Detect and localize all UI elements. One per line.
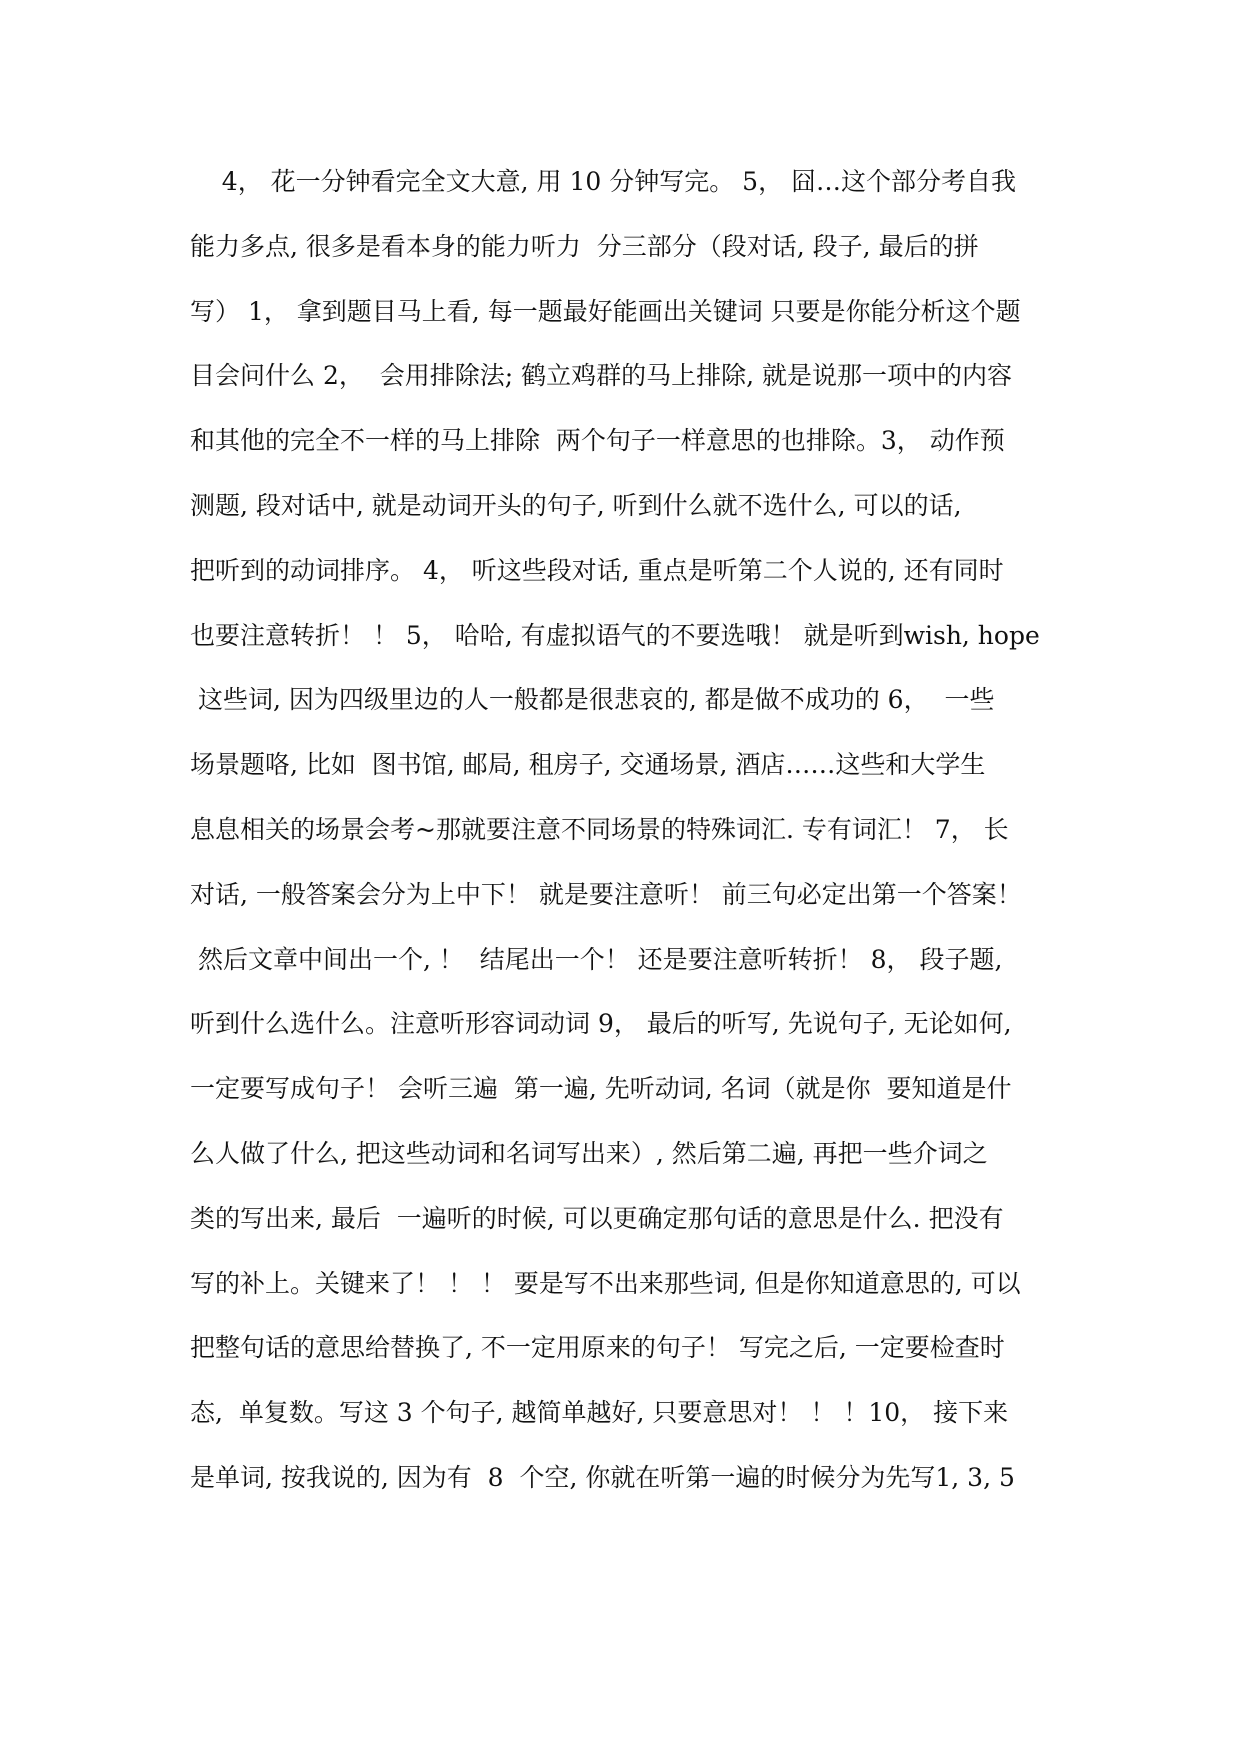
text-line: 场景题咯, 比如 图书馆, 邮局, 租房子, 交通场景, 酒店……这些和大学生: [190, 750, 986, 780]
text-line: 测题, 段对话中, 就是动词开头的句子, 听到什么就不选什么, 可以的话,: [190, 490, 962, 520]
text-line: 态, 单复数。写这 3 个句子, 越简单越好, 只要意思对！ ！ ！10， 接下来: [190, 1398, 1009, 1428]
text-line: 听到什么选什么。注意听形容词动词 9， 最后的听写, 先说句子, 无论如何,: [190, 1009, 1012, 1039]
text-line: 么人做了什么, 把这些动词和名词写出来）, 然后第二遍, 再把一些介词之: [190, 1138, 988, 1168]
text-line: 把整句话的意思给替换了, 不一定用原来的句子！ 写完之后, 一定要检查时: [190, 1333, 1005, 1363]
text-line: 4， 花一分钟看完全文大意, 用 10 分钟写完。 5， 囧…这个部分考自我: [190, 167, 1017, 196]
text-line: 类的写出来, 最后 一遍听的时候, 可以更确定那句话的意思是什么. 把没有: [190, 1203, 1004, 1233]
text-line: 目会问什么 2， 会用排除法; 鹤立鸡群的马上排除, 就是说那一项中的内容: [190, 361, 1013, 391]
text-line: 是单词, 按我说的, 因为有 8 个空, 你就在听第一遍的时候分为先写1, 3, 5: [190, 1462, 1015, 1492]
text-line: 能力多点, 很多是看本身的能力听力 分三部分（段对话, 段子, 最后的拼: [190, 231, 979, 261]
text-line: 息息相关的场景会考~那就要注意不同场景的特殊词汇. 专有词汇！ 7， 长: [190, 814, 1009, 844]
text-line: 一定要写成句子！ 会听三遍 第一遍, 先听动词, 名词（就是你 要知道是什: [190, 1074, 1012, 1104]
text-line: 这些词, 因为四级里边的人一般都是很悲哀的, 都是做不成功的 6， 一些: [190, 685, 995, 715]
text-line: 然后文章中间出一个, ！ 结尾出一个！ 还是要注意听转折！ 8， 段子题,: [190, 944, 1003, 974]
text-line: 对话, 一般答案会分为上中下！ 就是要注意听！ 前三句必定出第一个答案！: [190, 879, 1022, 909]
text-line: 也要注意转折！ ！ 5， 哈哈, 有虚拟语气的不要选哦！ 就是听到wish, hope: [190, 620, 1040, 650]
body-text: [190, 158, 1090, 1519]
text-line: 和其他的完全不一样的马上排除 两个句子一样意思的也排除。3， 动作预: [190, 426, 1005, 456]
text-line: 写的补上。关键来了！ ！ ！ 要是写不出来那些词, 但是你知道意思的, 可以: [190, 1268, 1021, 1298]
text-line: 写） 1， 拿到题目马上看, 每一题最好能画出关键词 只要是你能分析这个题: [190, 296, 1021, 326]
text-line: 把听到的动词排序。 4， 听这些段对话, 重点是听第二个人说的, 还有同时: [190, 555, 1004, 585]
